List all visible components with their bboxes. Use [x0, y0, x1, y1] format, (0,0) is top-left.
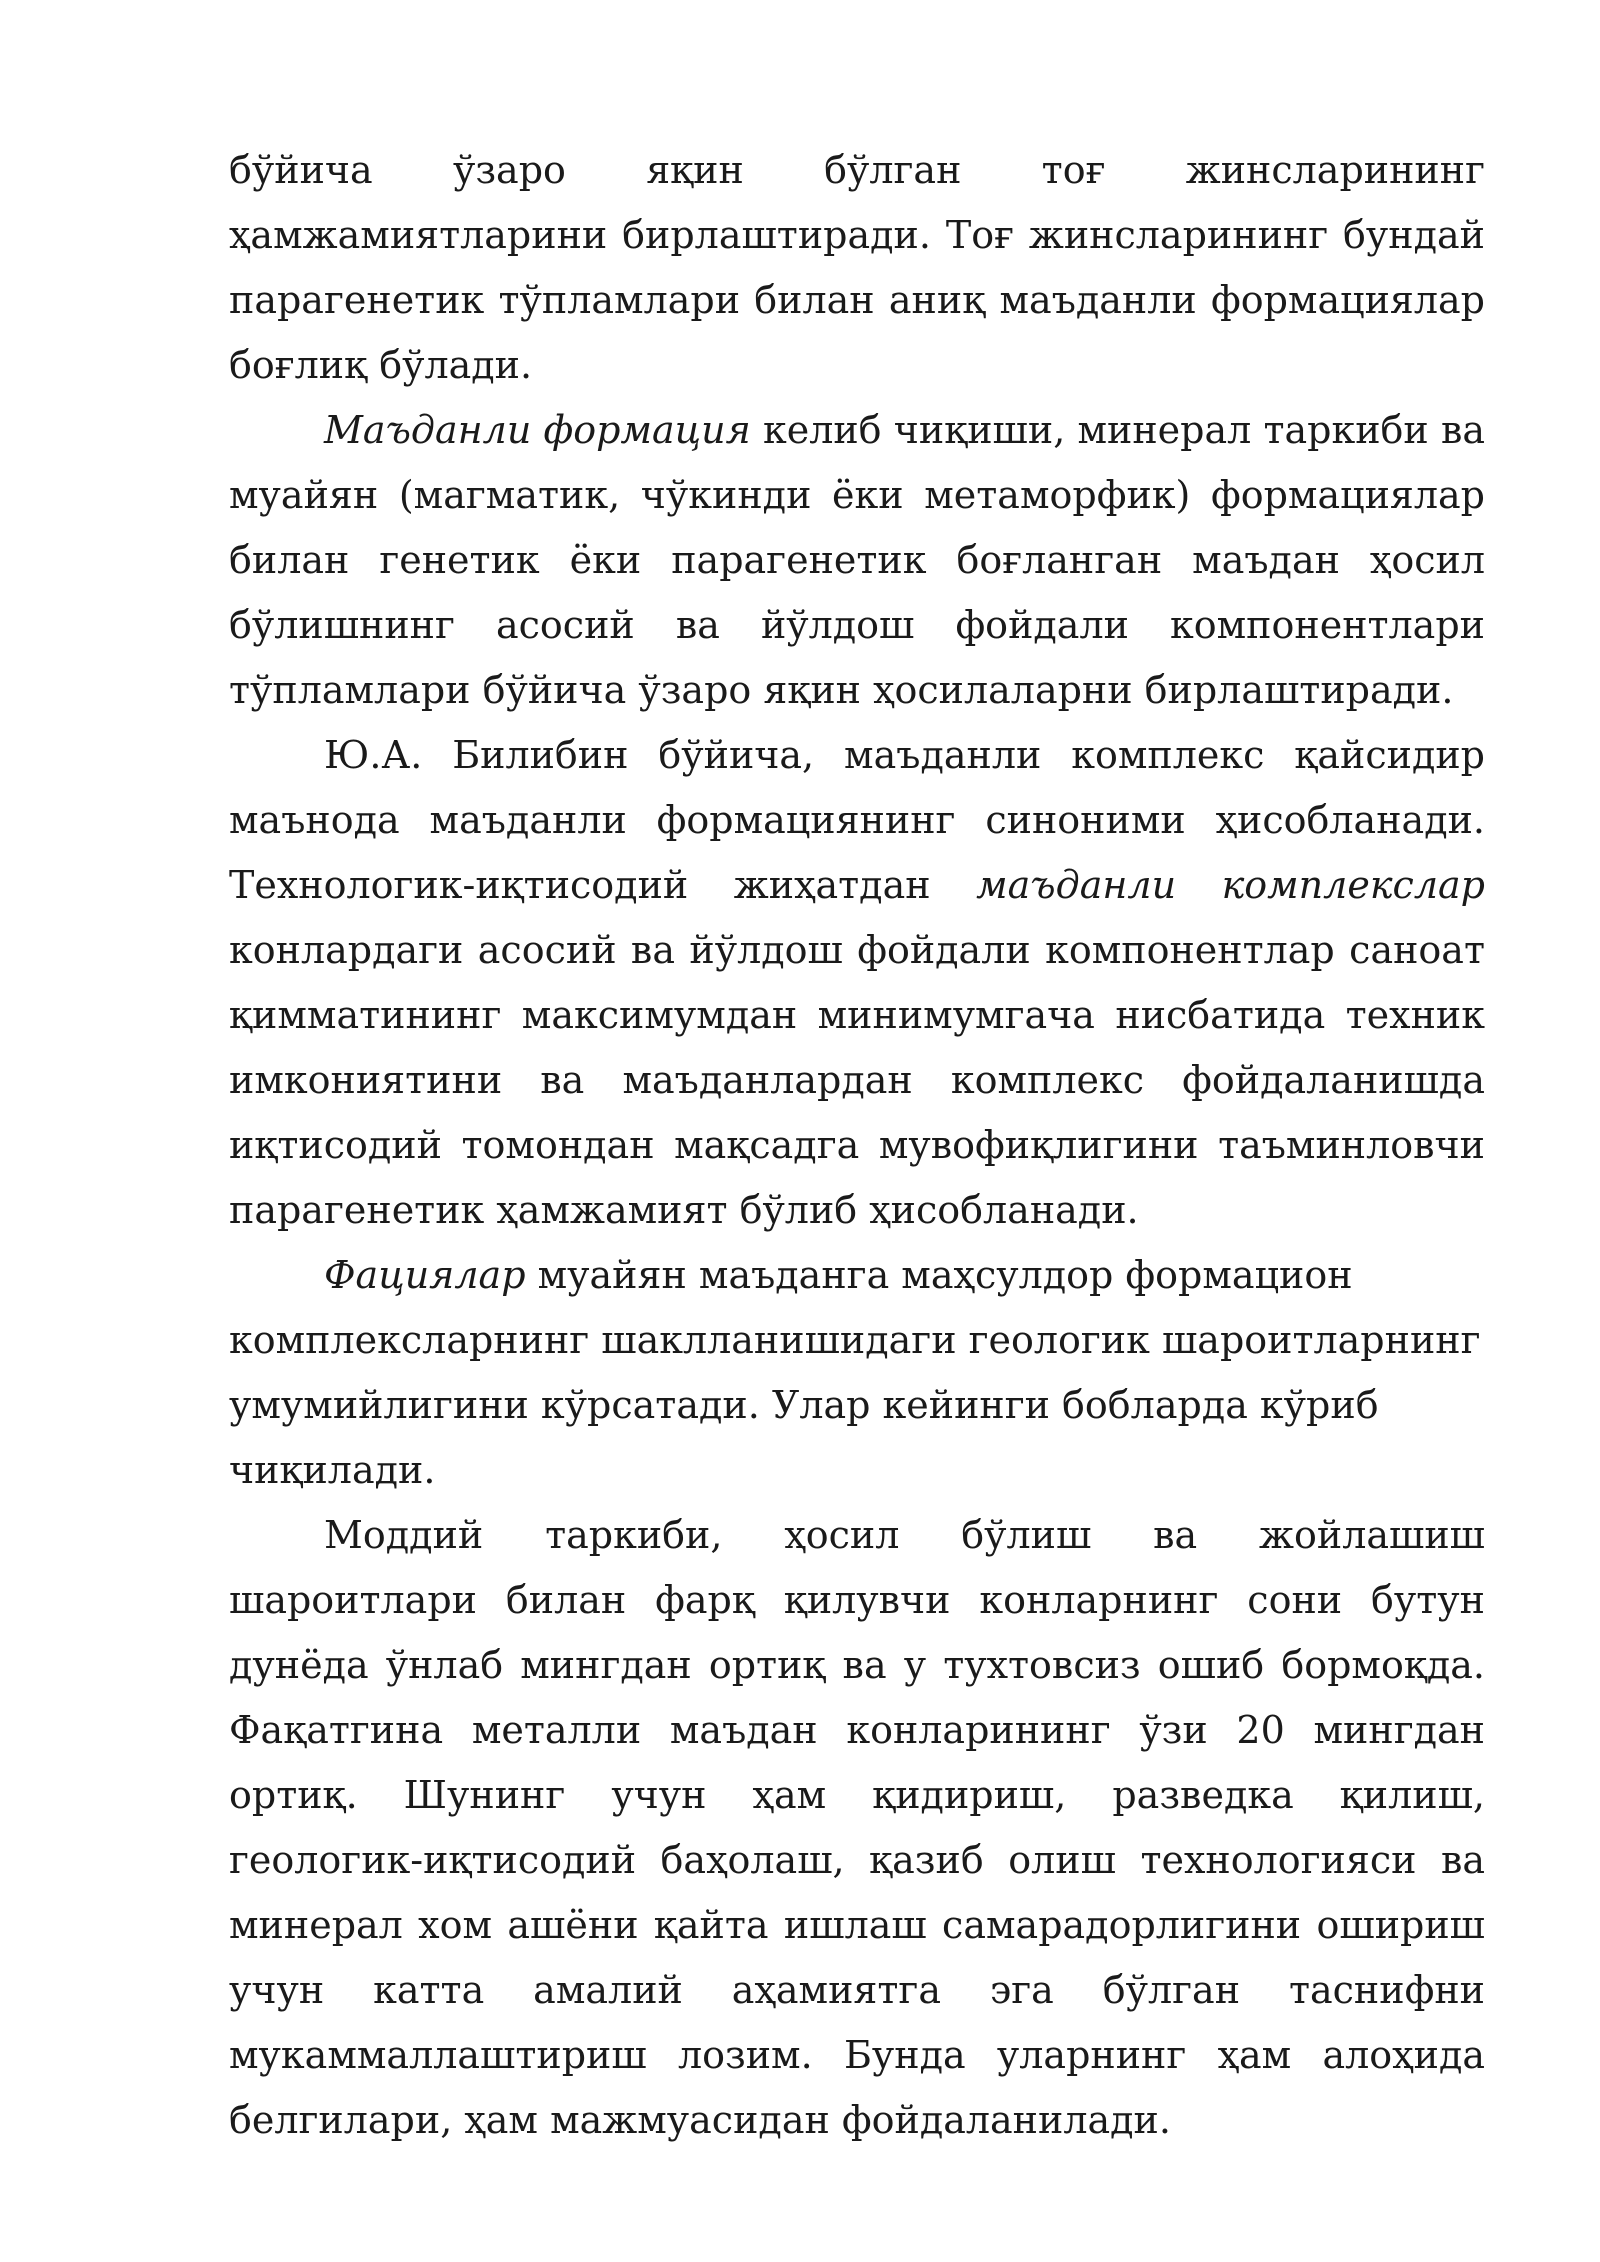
document-page — [229, 138, 1485, 2153]
term-ore-formation: Маъданли формация — [324, 408, 751, 452]
term-facies: Фациялар — [324, 1253, 526, 1297]
paragraph-text: Моддий таркиби, ҳосил бўлиш ва жойлашиш шароитлари билан фарқ қилувчи конларнинг сони бутун дунёда ўнлаб мингдан ортиқ ва у тухтовсиз ошиб бормоқда. Фақатгина металли маъдан конларининг ўзи 20 мингдан ортиқ. Шунинг учун ҳам қидириш, разведка қилиш, геологик-иқтисодий баҳолаш, қазиб олиш технологияси ва минерал хом ашёни қайта ишлаш самарадорлигини ошириш учун катта амалий аҳамиятга эга бўлган таснифни мукаммаллаштириш лозим. Бунда уларнинг ҳам алоҳида белгилари, ҳам мажмуасидан фойдаланилади. — [229, 1513, 1485, 2142]
paragraph-continuation — [229, 138, 1485, 398]
paragraph-facies — [229, 1243, 1485, 1503]
paragraph-text: келиб чиқиши, минерал таркиби ва муайян (магматик, чўкинди ёки метаморфик) формациялар билан генетик ёки парагенетик боғланган маъдан ҳосил бўлишнинг асосий ва йўлдош фойдали компонентлари тўпламлари бўйича ўзаро яқин ҳосилаларни бирлаштиради. — [229, 408, 1485, 712]
paragraph-text: Ю.А. Билибин бўйича, маъданли комплекс қайсидир маънода маъданли формациянинг синоними ҳисобланади. Технологик-иқтисодий жиҳатдан — [229, 733, 1485, 907]
paragraph-deposits — [229, 1503, 1485, 2153]
paragraph-text: бўйича ўзаро яқин бўлган тоғ жинсларининг ҳамжамиятларини бирлаштиради. Тоғ жинсларининг бундай парагенетик тўпламлари билан аниқ маъданли формациялар боғлиқ бўлади. — [229, 148, 1485, 387]
paragraph-ore-complex — [229, 723, 1485, 1243]
paragraph-text: конлардаги асосий ва йўлдош фойдали компонентлар саноат қимматининг максимумдан минимумгача нисбатида техник имкониятини ва маъданлардан комплекс фойдаланишда иқтисодий томондан мақсадга мувофиқлигини таъминловчи парагенетик ҳамжамият бўлиб ҳисобланади. — [229, 928, 1485, 1232]
paragraph-ore-formation — [229, 398, 1485, 723]
paragraph-text: муайян маъданга маҳсулдор формацион комплексларнинг шаклланишидаги геологик шароитларнинг умумийлигини кўрсатади. Улар кейинги бобларда кўриб чиқилади. — [229, 1253, 1481, 1492]
term-ore-complexes: маъданли комплекслар — [976, 863, 1485, 907]
